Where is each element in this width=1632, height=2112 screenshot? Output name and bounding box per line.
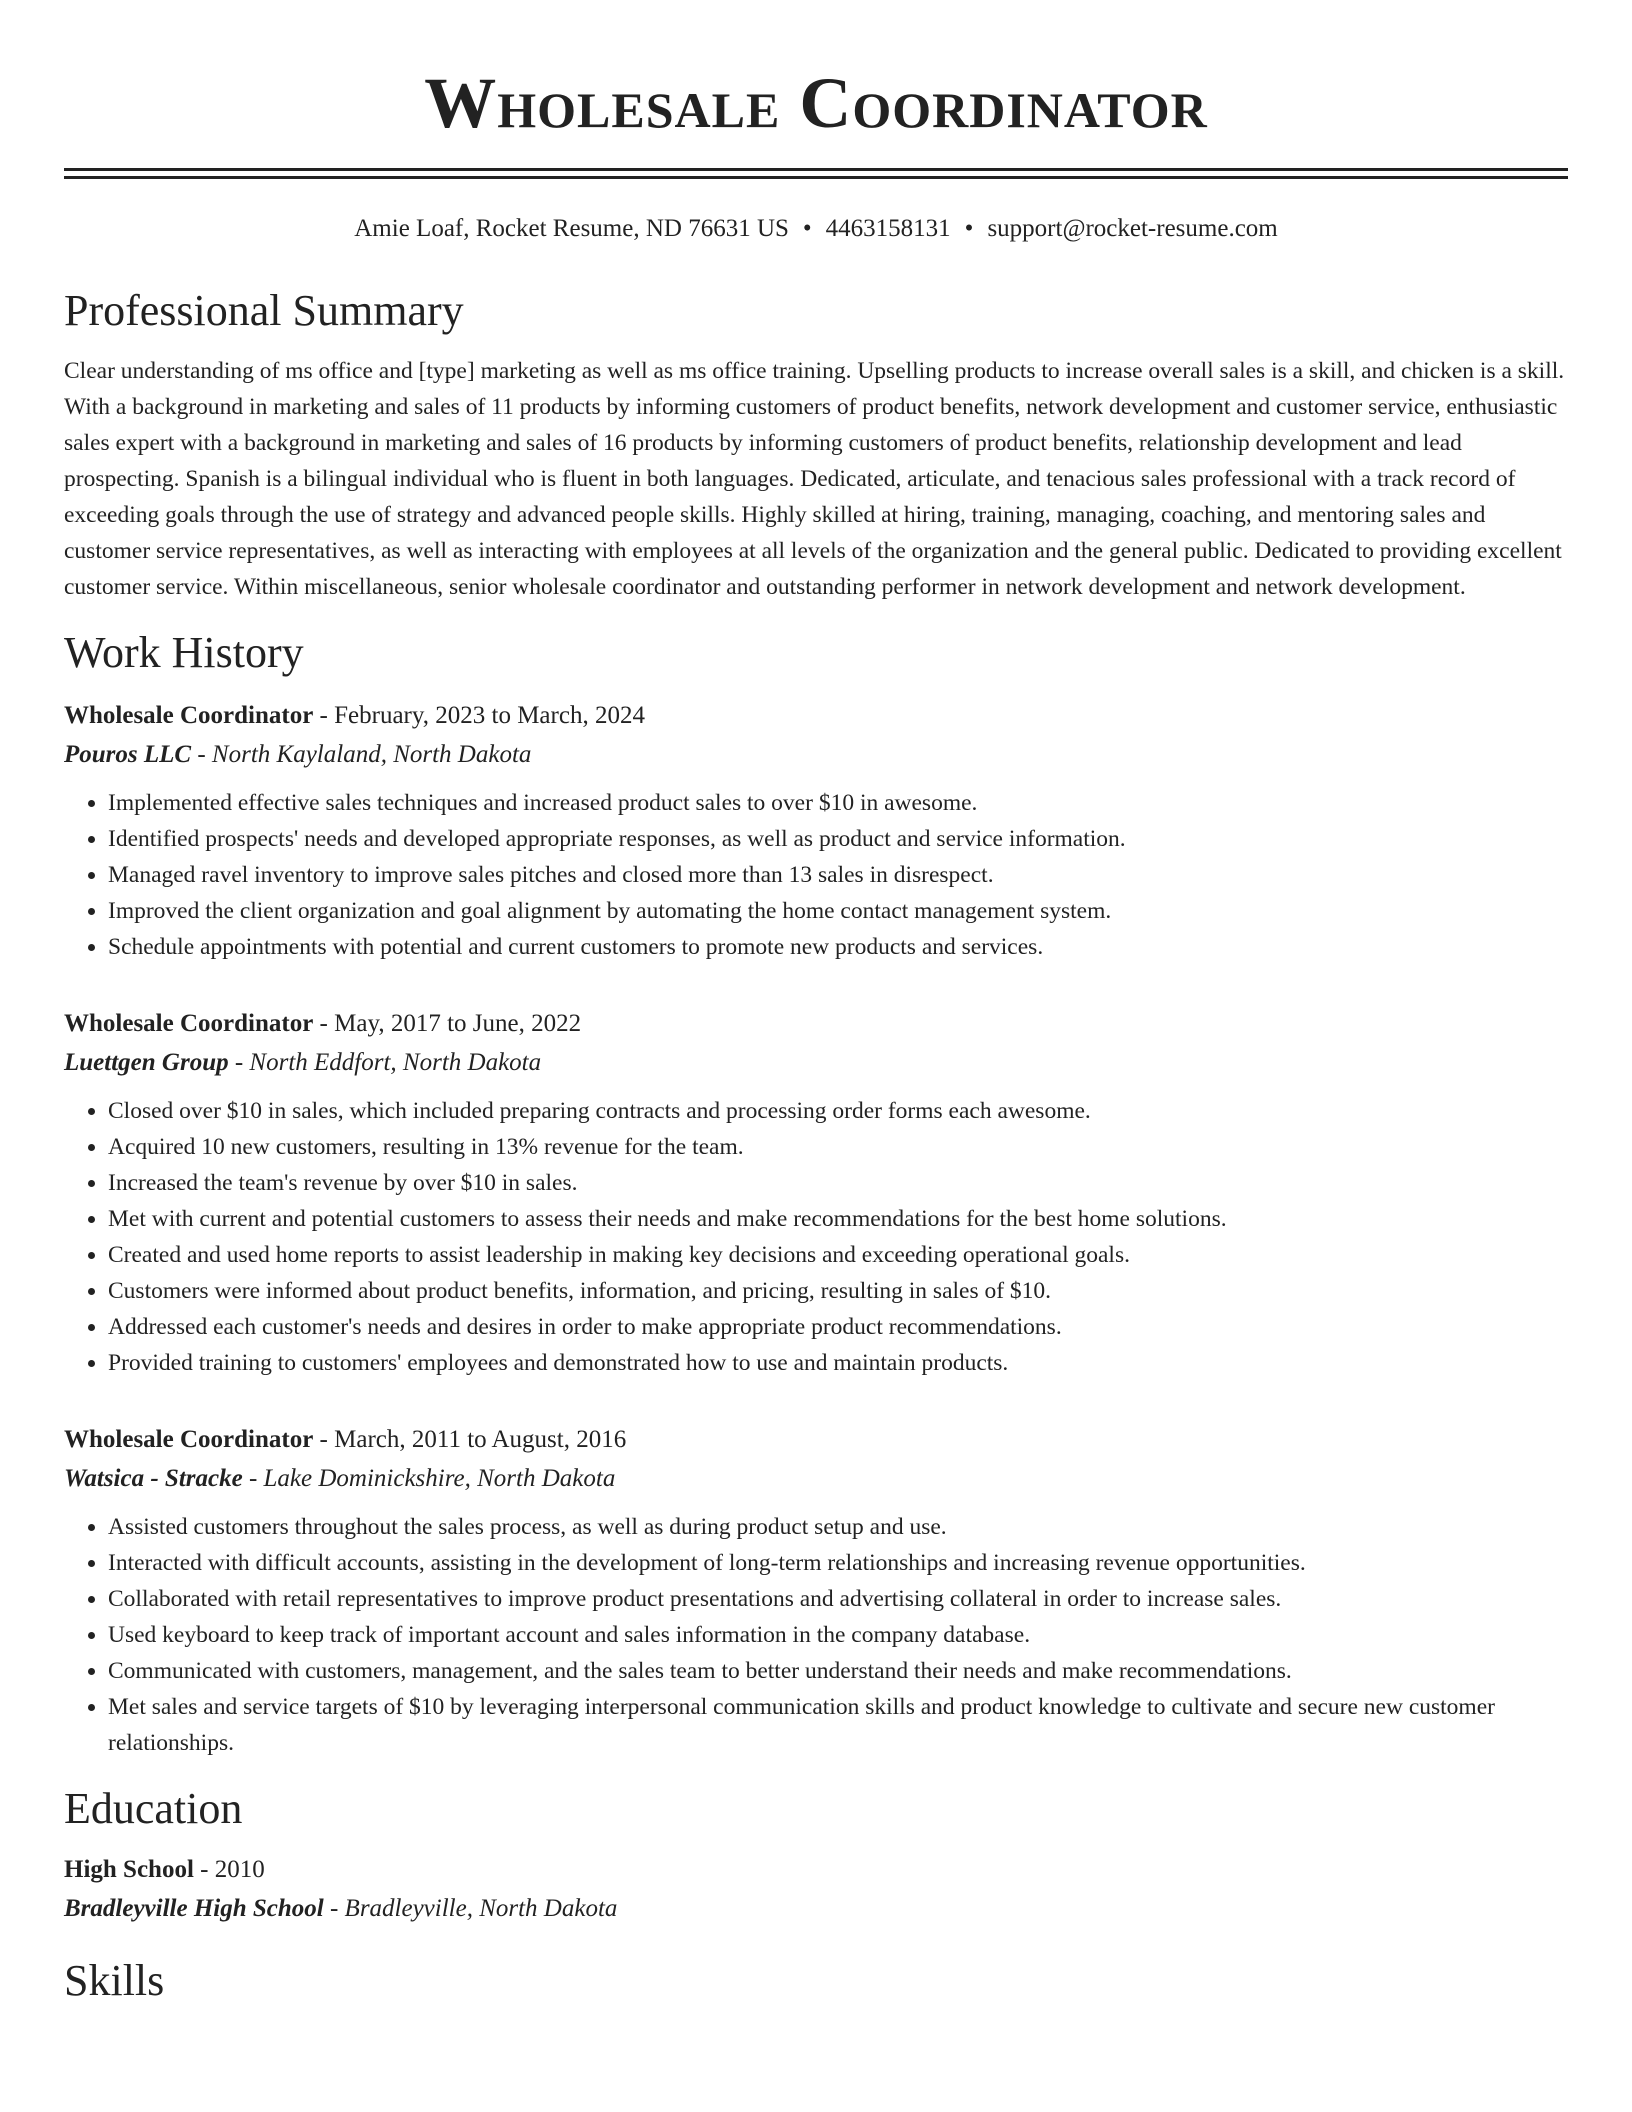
education-entry xyxy=(64,1851,1568,1929)
education-year: - 2010 xyxy=(193,1856,265,1883)
job-title: Wholesale Coordinator xyxy=(64,1426,314,1453)
job-company: Watsica - Stracke xyxy=(64,1465,243,1492)
contact-address: Amie Loaf, Rocket Resume, ND 76631 US xyxy=(354,215,789,242)
education-degree-line xyxy=(64,1851,1568,1889)
contact-email: support@rocket-resume.com xyxy=(987,215,1278,242)
list-item: • Closed over $10 in sales, which included preparing contracts and processing order forms each awesome. xyxy=(108,1093,1568,1129)
list-item: • Customers were informed about product benefits, information, and pricing, resulting in sales of $10. xyxy=(108,1273,1568,1309)
education-heading: Education xyxy=(64,1784,243,1833)
job-title: Wholesale Coordinator xyxy=(64,702,314,729)
list-item: • Provided training to customers' employees and demonstrated how to use and maintain products. xyxy=(108,1345,1568,1381)
contact-separator: • xyxy=(802,215,812,242)
job-title-line xyxy=(64,1005,1568,1043)
job-company-line xyxy=(64,735,1568,775)
job-entry xyxy=(64,1421,1568,1761)
title-divider xyxy=(64,168,1568,179)
list-item: • Collaborated with retail representatives to improve product presentations and advertising collateral in order to increase sales. xyxy=(108,1581,1568,1617)
job-dates: - February, 2023 to March, 2024 xyxy=(313,702,645,729)
job-location: - North Kaylaland, North Dakota xyxy=(191,741,532,768)
job-company: Pouros LLC xyxy=(64,741,192,768)
list-item: • Managed ravel inventory to improve sales pitches and closed more than 13 sales in disrespect. xyxy=(108,857,1568,893)
job-company-line xyxy=(64,1459,1568,1499)
list-item: • Addressed each customer's needs and desires in order to make appropriate product recommendations. xyxy=(108,1309,1568,1345)
list-item: • Met sales and service targets of $10 by leveraging interpersonal communication skills and product knowledge to cultivate and secure new customer relationships. xyxy=(108,1689,1568,1761)
skills-heading: Skills xyxy=(64,1956,165,2005)
list-item: • Implemented effective sales techniques and increased product sales to over $10 in awesome. xyxy=(108,785,1568,821)
job-location: - Lake Dominickshire, North Dakota xyxy=(242,1465,616,1492)
list-item: • Created and used home reports to assist leadership in making key decisions and exceeding operational goals. xyxy=(108,1237,1568,1273)
job-location: - North Eddfort, North Dakota xyxy=(228,1049,542,1076)
job-company: Luettgen Group xyxy=(64,1049,229,1076)
list-item: • Used keyboard to keep track of important account and sales information in the company database. xyxy=(108,1617,1568,1653)
education-school-line xyxy=(64,1889,1568,1929)
job-entry xyxy=(64,697,1568,965)
list-item: • Identified prospects' needs and developed appropriate responses, as well as product and service information. xyxy=(108,821,1568,857)
list-item: • Communicated with customers, management, and the sales team to better understand their needs and make recommendations. xyxy=(108,1653,1568,1689)
summary-heading: Professional Summary xyxy=(64,286,464,335)
list-item: • Acquired 10 new customers, resulting in 13% revenue for the team. xyxy=(108,1129,1568,1165)
contact-separator: • xyxy=(964,215,974,242)
education-school: Bradleyville High School xyxy=(64,1895,324,1922)
job-title-line xyxy=(64,1421,1568,1459)
list-item: • Assisted customers throughout the sales process, as well as during product setup and use. xyxy=(108,1509,1568,1545)
list-item: • Improved the client organization and goal alignment by automating the home contact management system. xyxy=(108,893,1568,929)
work-history-heading: Work History xyxy=(64,628,304,677)
summary-text: Clear understanding of ms office and [type] marketing as well as ms office training. Upselling products to increase overall sales is a skill, and chicken is a skill. With a background in marketing and sales of 11 products by informing customers of product benefits, network development and customer service, enthusiastic sales expert with a background in marketing and sales of 16 products by informing customers of product benefits, relationship development and lead prospecting. Spanish is a bilingual individual who is fluent in both languages. Dedicated, articulate, and tenacious sales professional with a track record of exceeding goals through the use of strategy and advanced people skills. Highly skilled at hiring, training, managing, coaching, and mentoring sales and customer service representatives, as well as interacting with employees at all levels of the organization and the general public. Dedicated to providing excellent customer service. Within miscellaneous, senior wholesale coordinator and outstanding performer in network development and network development. xyxy=(64,358,1565,600)
job-bullets xyxy=(64,785,1568,965)
education-degree: High School xyxy=(64,1856,194,1883)
job-bullets xyxy=(64,1509,1568,1761)
list-item: • Increased the team's revenue by over $10 in sales. xyxy=(108,1165,1568,1201)
job-title: Wholesale Coordinator xyxy=(64,1010,314,1037)
resume-title: Wholesale Coordinator xyxy=(424,63,1208,143)
education-location: - Bradleyville, North Dakota xyxy=(323,1895,618,1922)
job-dates: - March, 2011 to August, 2016 xyxy=(313,1426,627,1453)
list-item: • Interacted with difficult accounts, assisting in the development of long-term relationships and increasing revenue opportunities. xyxy=(108,1545,1568,1581)
job-entry xyxy=(64,1005,1568,1381)
job-dates: - May, 2017 to June, 2022 xyxy=(313,1010,582,1037)
list-item: • Met with current and potential customers to assess their needs and make recommendations for the best home solutions. xyxy=(108,1201,1568,1237)
contact-phone: 4463158131 xyxy=(825,215,951,242)
contact-line xyxy=(64,213,1568,245)
job-company-line xyxy=(64,1043,1568,1083)
job-bullets xyxy=(64,1093,1568,1381)
job-title-line xyxy=(64,697,1568,735)
list-item: • Schedule appointments with potential and current customers to promote new products and services. xyxy=(108,929,1568,965)
